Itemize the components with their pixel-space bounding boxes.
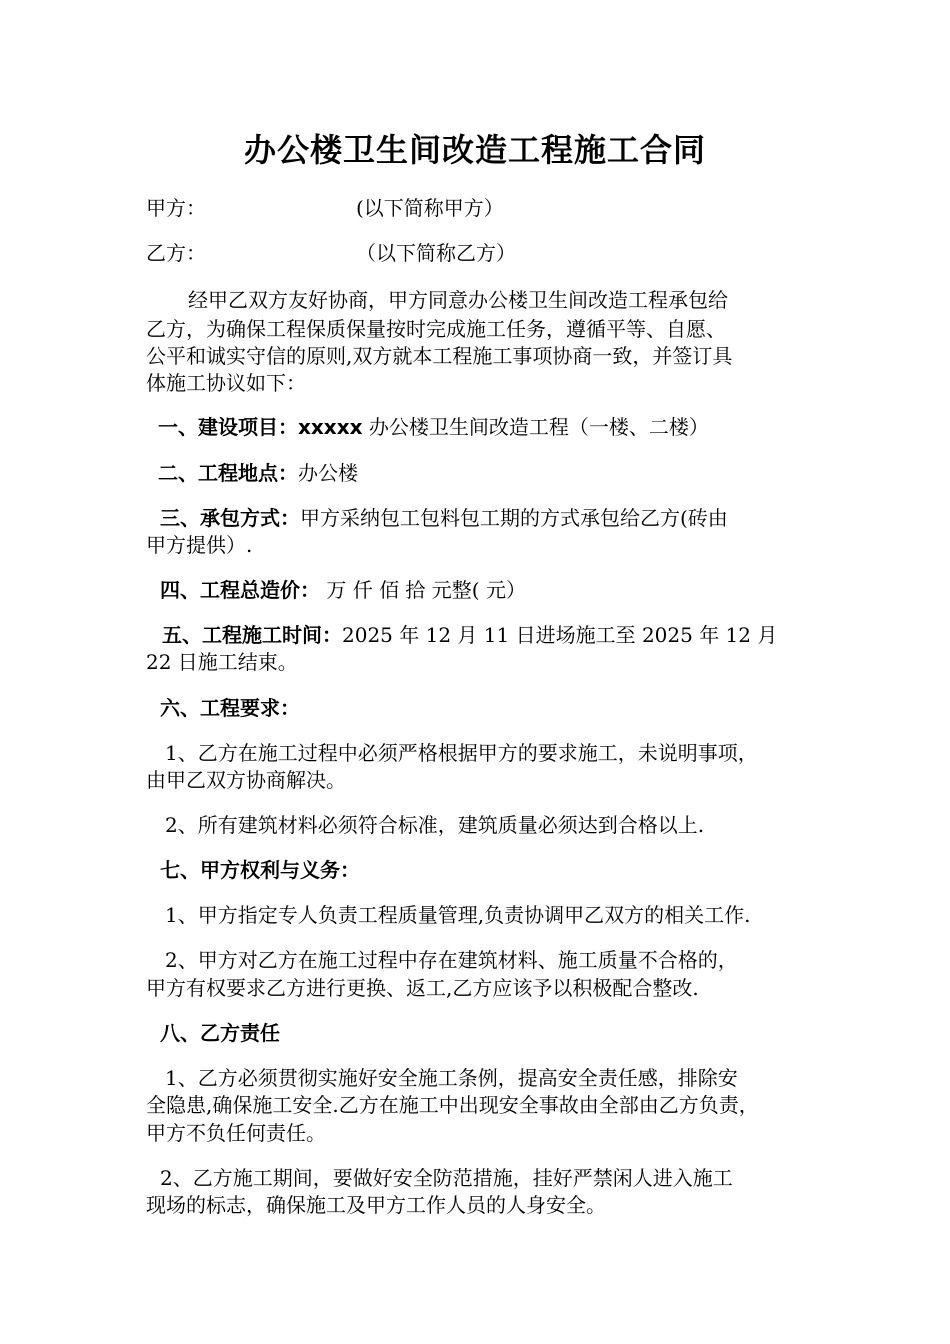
section-8-item-2-line-2: 现场的标志，确保施工及甲方工作人员的人身安全。 <box>146 1193 606 1217</box>
party-a-label: 甲方： <box>146 196 206 220</box>
section-4-text: 万 仟 佰 拾 元整( 元） <box>326 578 526 602</box>
section-6-item-1-line-1: 1、乙方在施工过程中必须严格根据甲方的要求施工，未说明事项， <box>165 741 758 765</box>
section-6-heading <box>160 695 300 721</box>
section-7-item-2-line-1: 2、甲方对乙方在施工过程中存在建筑材料、施工质量不合格的， <box>165 948 738 972</box>
section-5 <box>162 622 777 648</box>
section-6-item-2: 2、所有建筑材料必须符合标准，建筑质量必须达到合格以上. <box>165 813 705 837</box>
section-8-heading <box>160 1020 280 1046</box>
intro-line-1: 经甲乙双方友好协商，甲方同意办公楼卫生间改造工程承包给 <box>188 288 728 312</box>
section-7-item-1: 1、甲方指定专人负责工程质量管理,负责协调甲乙双方的相关工作. <box>165 903 751 927</box>
section-8-item-1-line-1: 1、乙方必须贯彻实施好安全施工条例，提高安全责任感，排除安 <box>165 1066 738 1090</box>
section-4 <box>160 577 526 603</box>
section-2-heading: 二、工程地点： <box>158 461 298 485</box>
party-b-note: （以下简称乙方） <box>356 241 516 265</box>
section-5-continued: 22 日施工结束。 <box>146 650 298 674</box>
party-a-line <box>146 195 504 221</box>
section-8-item-2-line-1: 2、乙方施工期间，要做好安全防范措施，挂好严禁闲人进入施工 <box>160 1166 733 1190</box>
intro-line-2: 乙方，为确保工程保质保量按时完成施工任务，遵循平等、自愿、 <box>146 317 726 341</box>
section-1-project-name: xxxxx <box>298 415 363 439</box>
section-3 <box>160 505 728 531</box>
section-2-text: 办公楼 <box>298 461 358 485</box>
party-b-label: 乙方： <box>146 241 206 265</box>
section-7-heading-text: 七、甲方权利与义务： <box>160 858 360 882</box>
section-3-heading: 三、承包方式： <box>160 506 300 530</box>
section-8-item-1-line-2: 全隐患,确保施工安全.乙方在施工中出现安全事故由全部由乙方负责， <box>146 1093 759 1117</box>
intro-line-4: 体施工协议如下： <box>146 371 306 395</box>
section-4-heading: 四、工程总造价： <box>160 578 320 602</box>
intro-line-3: 公平和诚实守信的原则,双方就本工程施工事项协商一致，并签订具 <box>146 344 733 368</box>
contract-title: 办公楼卫生间改造工程施工合同 <box>243 131 706 169</box>
section-7-item-2-line-2: 甲方有权要求乙方进行更换、返工,乙方应该予以积极配合整改. <box>146 976 699 1000</box>
party-b-line <box>146 240 516 266</box>
section-8-item-1-line-3: 甲方不负任何责任。 <box>146 1121 326 1145</box>
section-5-heading: 五、工程施工时间： <box>162 623 342 647</box>
section-1-heading: 一、建设项目： <box>158 415 298 439</box>
party-a-note: (以下简称甲方） <box>356 196 504 220</box>
section-1-text: 办公楼卫生间改造工程（一楼、二楼） <box>368 415 709 439</box>
section-6-heading-text: 六、工程要求： <box>160 696 300 720</box>
section-5-text: 2025 年 12 月 11 日进场施工至 2025 年 12 月 <box>342 623 778 647</box>
section-2 <box>158 460 358 486</box>
section-8-heading-text: 八、乙方责任 <box>160 1021 280 1045</box>
section-6-item-1-line-2: 由甲乙双方协商解决。 <box>146 768 346 792</box>
section-1 <box>158 414 709 440</box>
section-3-continued: 甲方提供）. <box>146 533 253 557</box>
section-3-text: 甲方采纳包工包料包工期的方式承包给乙方(砖由 <box>300 506 728 530</box>
section-7-heading <box>160 857 360 883</box>
